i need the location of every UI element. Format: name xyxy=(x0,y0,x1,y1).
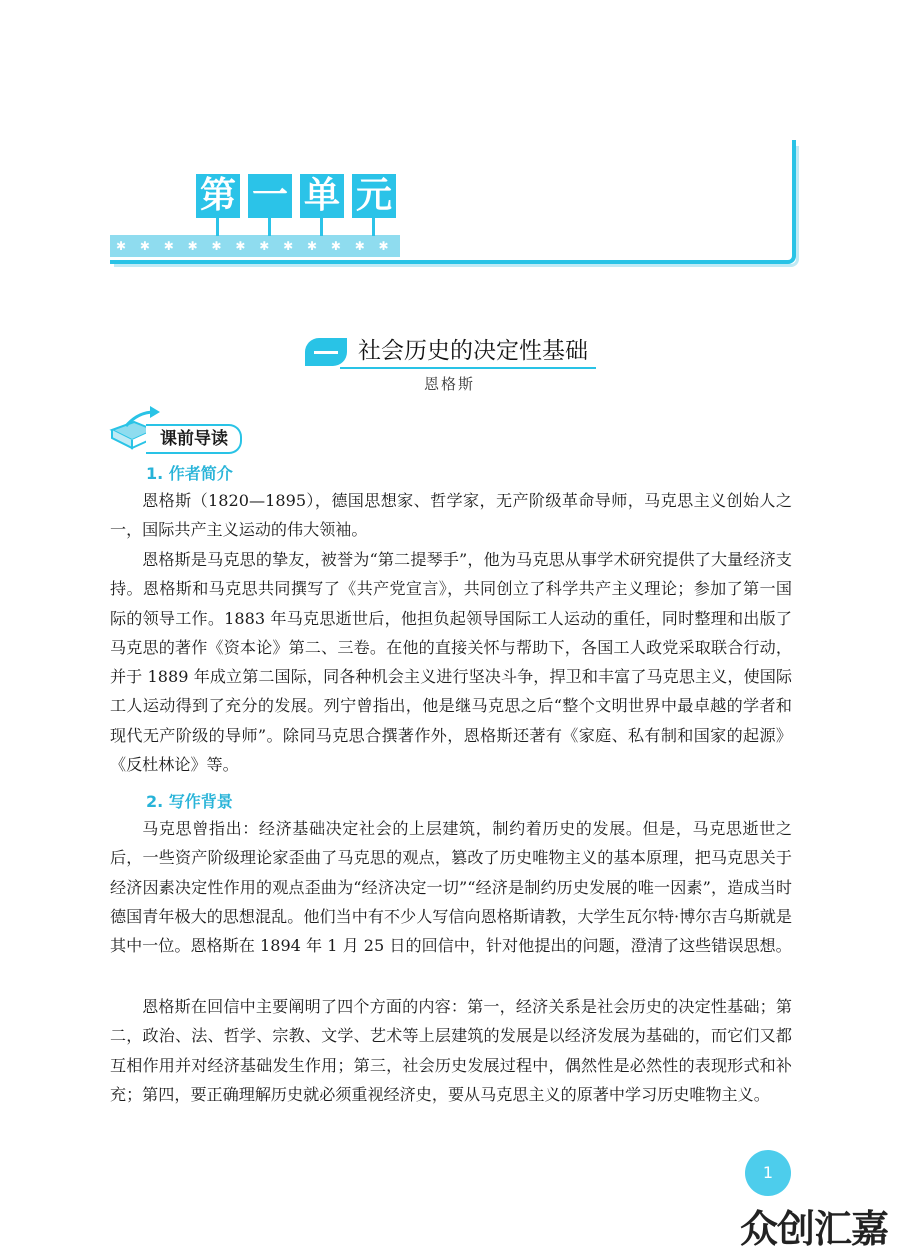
unit-char-2: 一 xyxy=(248,174,292,218)
lesson-title: 社会历史的决定性基础 xyxy=(358,338,588,364)
lesson-title-underline xyxy=(340,367,596,369)
paragraph: 恩格斯（1820—1895），德国思想家、哲学家，无产阶级革命导师，马克思主义创始人之一，国际共产主义运动的伟大领袖。 xyxy=(110,491,792,540)
page-number: 1 xyxy=(745,1150,791,1196)
unit-char-stem xyxy=(320,218,323,236)
watermark-logo: 众创汇嘉 xyxy=(740,1207,889,1251)
lesson-author: 恩格斯 xyxy=(423,375,475,393)
sub-heading-background: 2. 写作背景 xyxy=(146,792,233,811)
unit-char-stem xyxy=(268,218,271,236)
unit-char-1: 第 xyxy=(196,174,240,218)
unit-char-4: 元 xyxy=(352,174,396,218)
lesson-number xyxy=(314,351,338,354)
sub-heading-author: 1. 作者简介 xyxy=(146,464,233,483)
section-label: 课前导读 xyxy=(146,424,242,454)
paragraph: 恩格斯在回信中主要阐明了四个方面的内容：第一，经济关系是社会历史的决定性基础；第二，政治、法、哲学、宗教、文学、艺术等上层建筑的发展是以经济发展为基础的，而它们又都互相作用并对经济基础发生作用；第三，社会历史发展过程中，偶然性是必然性的表现形式和补充；第四，要正确理解历史就必须重视经济史，要从马克思主义的原著中学习历史唯物主义。 xyxy=(110,997,792,1104)
unit-char-stem xyxy=(372,218,375,236)
paragraph: 马克思曾指出：经济基础决定社会的上层建筑，制约着历史的发展。但是，马克思逝世之后，一些资产阶级理论家歪曲了马克思的观点，篡改了历史唯物主义的基本原理，把马克思关于经济因素决定性作用的观点歪曲为“经济决定一切”“经济是制约历史发展的唯一因素”，造成当时德国青年极大的思想混乱。他们当中有不少人写信向恩格斯请教，大学生瓦尔特·博尔吉乌斯就是其中一位。恩格斯在 1894 年 1 月 25 日的回信中，针对他提出的问题，澄清了这些错误思想。 xyxy=(110,819,792,956)
unit-char-3: 单 xyxy=(300,174,344,218)
unit-banner-stars: ✱ ✱ ✱ ✱ ✱ ✱ ✱ ✱ ✱ ✱ ✱ ✱ ✱ ✱ ✱ ✱ xyxy=(116,239,490,253)
paragraph: 恩格斯是马克思的挚友，被誉为“第二提琴手”，他为马克思从事学术研究提供了大量经济支持。恩格斯和马克思共同撰写了《共产党宣言》，共同创立了科学共产主义理论；参加了第一国际的领导工作。1883 年马克思逝世后，他担负起领导国际工人运动的重任，同时整理和出版了马克思的著作《资本论》第二、三卷。在他的直接关怀与帮助下，各国工人政党采取联合行动，并于 1889 年成立第二国际，同各种机会主义进行坚决斗争，捍卫和丰富了马克思主义，使国际工人运动得到了充分的发展。列宁曾指出，他是继马克思之后“整个文明世界中最卓越的学者和现代无产阶级的导师”。除同马克思合撰著作外，恩格斯还著有《家庭、私有制和国家的起源》《反杜林论》等。 xyxy=(110,550,792,775)
unit-char-stem xyxy=(216,218,219,236)
